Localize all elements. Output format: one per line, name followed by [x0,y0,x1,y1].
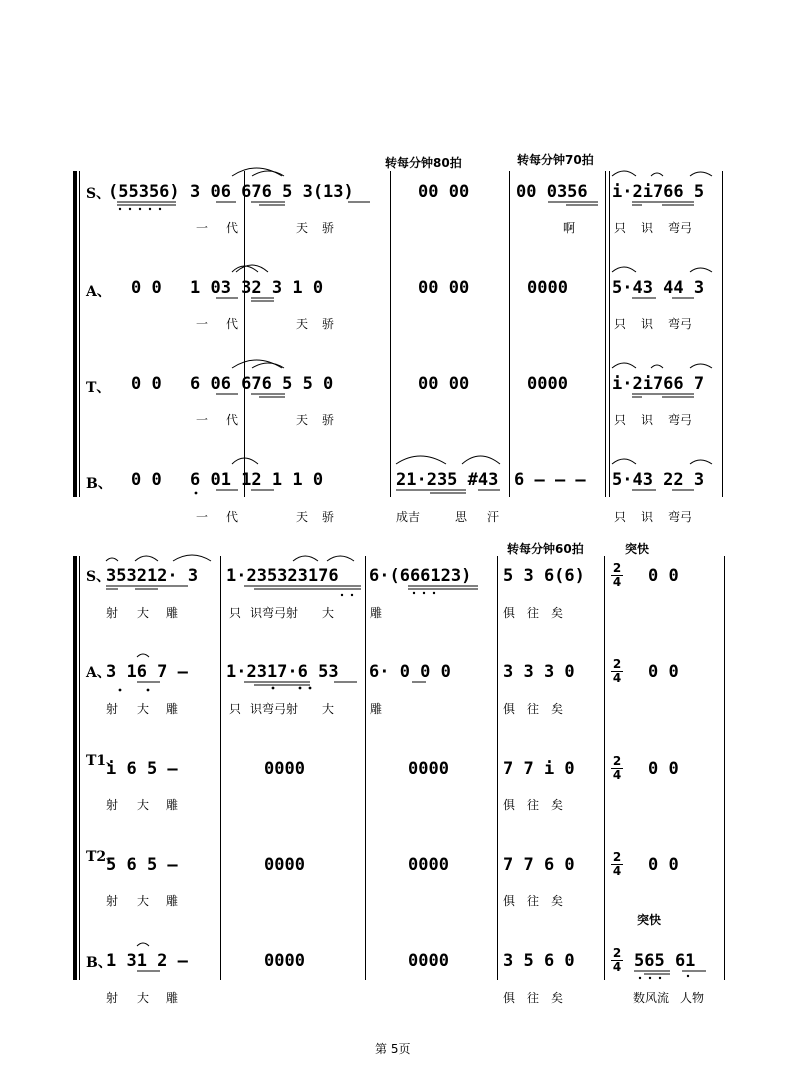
s1-lyric: 只 [614,221,627,235]
a2-lyric: 只 [229,702,242,716]
t2b-m5-notes: 0 0 [648,855,679,875]
b1-lyric: 代 [226,510,239,524]
t2b-m3-notes: 0000 [408,855,449,875]
b1-lyric: 只 [614,510,627,524]
a2-lyric: 识弯弓射 [250,702,299,716]
t2b-lyric: 矣 [551,894,564,908]
s1-m1-notes: (55356) [108,182,180,202]
label-tenor2: T2、 [86,849,121,865]
timesig-den: 4 [612,960,622,974]
t2b-lyric: 雕 [166,894,179,908]
b2-lyric: 人物 [680,991,705,1005]
b1-m2-notes: 6 01 12 1 1 0 [190,470,324,490]
timesig-den: 4 [612,671,622,685]
a2-m2-notes: 1·2317·6 53 [226,662,339,682]
s2-lyric: 俱 [503,606,516,620]
t1b-m2-notes: 0000 [264,759,305,779]
t2b-m2-notes: 0000 [264,855,305,875]
timesig-num: 2 [612,657,622,671]
t1-lyric: 一 [196,413,209,427]
t1b-lyric: 矣 [551,798,564,812]
t1b-m5-notes: 0 0 [648,759,679,779]
t2b-lyric: 俱 [503,894,516,908]
b1-lyric: 骄 [322,510,335,524]
a1-m4-notes: 0000 [527,278,568,298]
label-bass-2: B、 [86,955,112,971]
timesig-num: 2 [612,946,622,960]
s2-lyric: 识弯弓射 [250,606,299,620]
a1-m3-notes: 00 00 [418,278,470,298]
tempo-60: 转每分钟60拍 [507,542,584,556]
s1-lyric: 弯弓 [668,221,693,235]
a1-lyric: 骄 [322,317,335,331]
t1-m3-notes: 00 00 [418,374,470,394]
s1-lyric: 识 [641,221,654,235]
label-alto: A、 [86,284,111,300]
tempo-80: 转每分钟80拍 [385,156,462,170]
page-number: 第 5页 [375,1042,411,1056]
b1-lyric: 识 [641,510,654,524]
t1-lyric: 识 [641,413,654,427]
a1-lyric: 只 [614,317,627,331]
a1-lyric: 一 [196,317,209,331]
b1-lyric: 汗 [487,510,500,524]
label-tenor1: T1、 [86,753,121,769]
label-tenor: T、 [86,380,111,396]
s2-m2-notes: 1·235323176 [226,566,339,586]
s2-m3-notes: 6·(666123) [369,566,472,586]
b2-m5-notes: 565 61 [634,951,696,971]
t1-m4-notes: 0000 [527,374,568,394]
a1-lyric: 天 [296,317,309,331]
tempo-70: 转每分钟70拍 [517,153,594,167]
t1b-lyric: 俱 [503,798,516,812]
a1-lyric: 识 [641,317,654,331]
b2-m4-notes: 3 5 6 0 [503,951,575,971]
b1-lyric: 弯弓 [668,510,693,524]
timesig-den: 4 [612,864,622,878]
b2-lyric: 矣 [551,991,564,1005]
s2-lyric: 射 [106,606,119,620]
b1-m5-notes: 5·43 22 3 [612,470,705,490]
a1-m5-notes: 5·43 44 3 [612,278,705,298]
b2-lyric: 往 [527,991,540,1005]
t2b-lyric: 射 [106,894,119,908]
a1-m1-notes: 0 0 [131,278,162,298]
s2-m5-notes: 0 0 [648,566,679,586]
t1-m5-notes: i·2i766 7 [612,374,705,394]
b1-lyric: 思 [455,510,468,524]
sudden-fast-bass: 突快 [637,913,662,927]
t2b-m1-notes: 5 6 5 — [106,855,178,875]
t1b-lyric: 往 [527,798,540,812]
t1b-lyric: 射 [106,798,119,812]
a1-lyric: 弯弓 [668,317,693,331]
s1-m3-notes: 00 00 [418,182,470,202]
t1-lyric: 弯弓 [668,413,693,427]
s1-m5-notes: i·2i766 5 [612,182,705,202]
s1-lyric: 骄 [322,221,335,235]
s2-lyric: 只 [229,606,242,620]
b1-m1-notes: 0 0 [131,470,162,490]
a2-lyric: 雕 [370,702,383,716]
a2-m5-notes: 0 0 [648,662,679,682]
b2-lyric: 数风流 [633,991,670,1005]
s2-m4-notes: 5 3 6(6) [503,566,585,586]
b1-lyric: 天 [296,510,309,524]
t1-lyric: 代 [226,413,239,427]
t1b-lyric: 大 [137,798,150,812]
timesig-num: 2 [612,850,622,864]
b1-m3-notes: 21·235 #43 [396,470,499,490]
label-soprano: S、 [86,186,111,202]
t2b-lyric: 往 [527,894,540,908]
b2-m1-notes: 1 31 2 — [106,951,188,971]
a2-m3-notes: 6· 0 0 0 [369,662,451,682]
t1b-m3-notes: 0000 [408,759,449,779]
a2-lyric: 射 [106,702,119,716]
a2-lyric: 大 [137,702,150,716]
t1-lyric: 骄 [322,413,335,427]
a1-lyric: 代 [226,317,239,331]
label-bass: B、 [86,476,112,492]
s2-lyric: 大 [137,606,150,620]
timesig-den: 4 [612,768,622,782]
s1-lyric: 代 [226,221,239,235]
t1-lyric: 只 [614,413,627,427]
a2-lyric: 往 [527,702,540,716]
b2-lyric: 大 [137,991,150,1005]
t1b-m1-notes: i 6 5 — [106,759,178,779]
a2-m4-notes: 3 3 3 0 [503,662,575,682]
t2b-m4-notes: 7 7 6 0 [503,855,575,875]
a2-lyric: 大 [322,702,335,716]
b2-lyric: 雕 [166,991,179,1005]
t1-lyric: 天 [296,413,309,427]
b2-lyric: 俱 [503,991,516,1005]
timesig-num: 2 [612,754,622,768]
t2b-lyric: 大 [137,894,150,908]
a2-lyric: 矣 [551,702,564,716]
b1-lyric: 一 [196,510,209,524]
s1-lyric: 一 [196,221,209,235]
t1-m1-notes: 0 0 [131,374,162,394]
timesig-den: 4 [612,575,622,589]
a2-lyric: 雕 [166,702,179,716]
b1-lyric: 成吉 [396,510,421,524]
timesig-num: 2 [612,561,622,575]
t1b-lyric: 雕 [166,798,179,812]
a1-m2-notes: 1 03 32 3 1 0 [190,278,324,298]
s2-lyric: 大 [322,606,335,620]
s2-lyric: 雕 [370,606,383,620]
b1-m4-notes: 6 — — — [514,470,586,490]
sudden-fast-top: 突快 [625,542,650,556]
s2-m1-notes: 353212· 3 [106,566,199,586]
s1-m2-notes: 3 06 676 5 3(13) [190,182,354,202]
s1-lyric: 天 [296,221,309,235]
label-alto-2: A、 [86,665,111,681]
b2-lyric: 射 [106,991,119,1005]
b2-m2-notes: 0000 [264,951,305,971]
a2-lyric: 俱 [503,702,516,716]
t1b-m4-notes: 7 7 i 0 [503,759,575,779]
t1-m2-notes: 6 06 676 5 5 0 [190,374,334,394]
s1-m4-notes: 00 0356 [516,182,588,202]
a2-m1-notes: 3 16 7 — [106,662,188,682]
b2-m3-notes: 0000 [408,951,449,971]
s2-lyric: 矣 [551,606,564,620]
s2-lyric: 雕 [166,606,179,620]
label-soprano-2: S、 [86,569,111,585]
s1-lyric: 啊 [563,221,576,235]
s2-lyric: 往 [527,606,540,620]
